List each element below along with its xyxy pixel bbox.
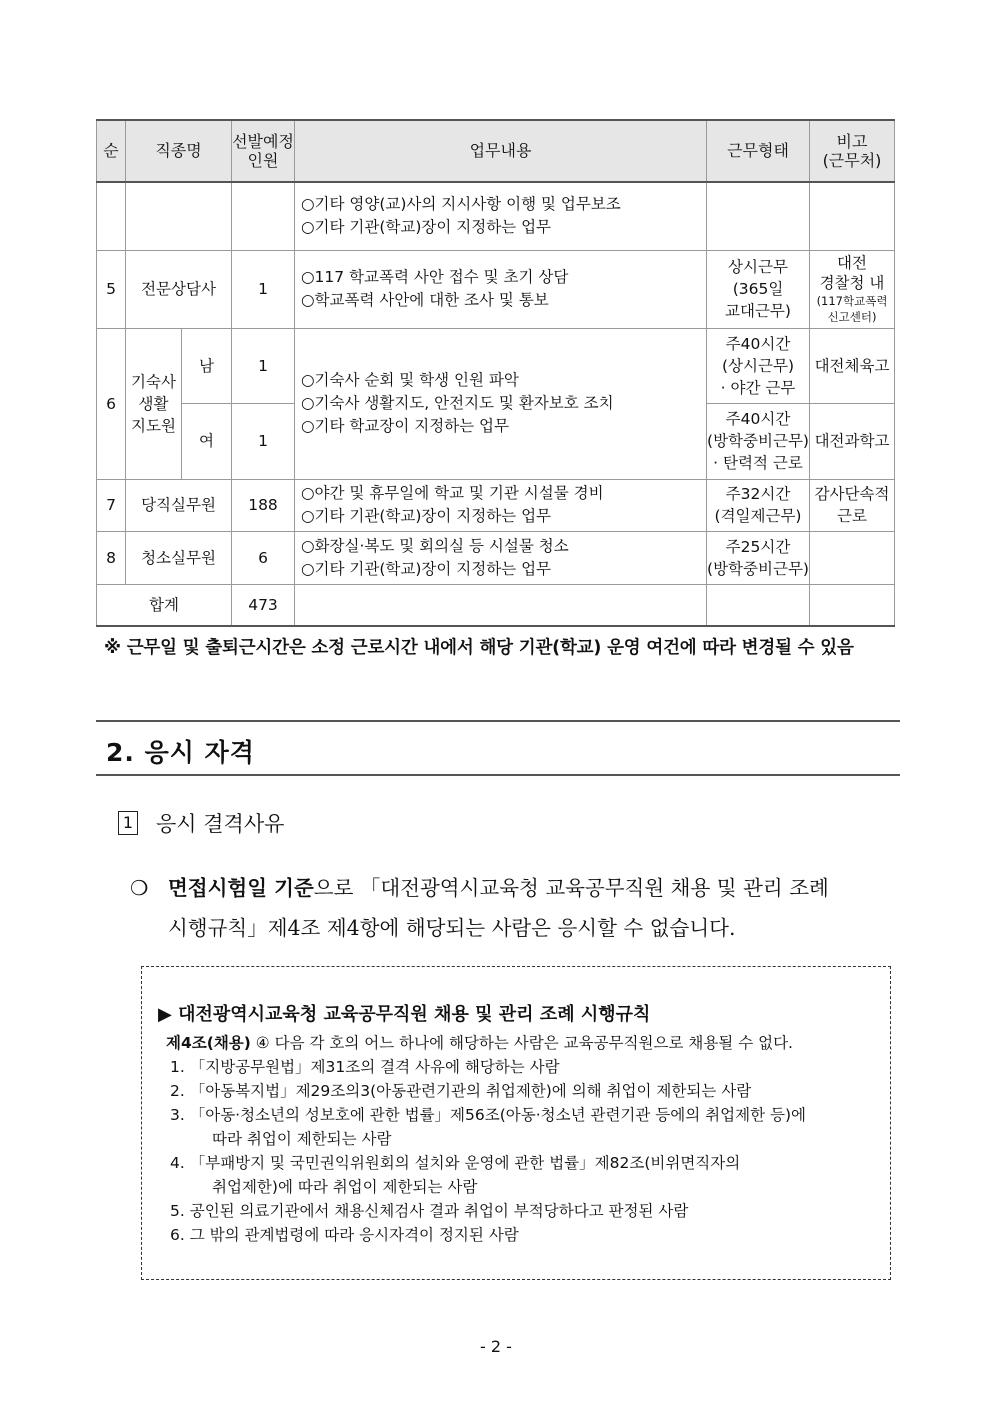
work-cell: 주40시간 (방학중비근무) · 탄력적 근로 <box>707 403 810 479</box>
table-row: 7 당직실무원 188 ○야간 및 휴무일에 학교 및 기관 시설물 경비 ○기타 기관(학교)장이 지정하는 업무 주32시간 (격일제근무) 감사단속적 근로 <box>97 479 895 531</box>
header-job: 직종명 <box>126 120 232 182</box>
duty-cell: ○야간 및 휴무일에 학교 및 기관 시설물 경비 ○기타 기관(학교)장이 지정하는 업무 <box>295 479 707 531</box>
regulation-body: 제4조(채용) ④ 다음 각 호의 어느 하나에 해당하는 사람은 교육공무직원으로 채용될 수 없다. 1. 「지방공무원법」제31조의 결격 사유에 해당하는 사람 2. 「아동복지법」제29조의3(아동관련기관의 취업제한)에 의해 취업이 제한되는 사람 3. 「아동·청소년의 성보호에 관한 법률」제56조(아동·청소년 관련기관 등에의 취업제한 등)에 따라 취업이 제한되는 사람 4. 「부패방지 및 국민권익위원회의 설치와 운영에 관한 법률」제82조(비위면직자의 취업제한)에 따라 취업이 제한되는 사람 5. 공인된 의료기관에서 채용신체검사 결과 취업이 부적당하다고 판정된 사람 6. 그 밖의 관계법령에 따라 응시자격이 정지된 사람 <box>166 1034 806 1244</box>
header-no: 순 <box>97 120 126 182</box>
work-cell: 주32시간 (격일제근무) <box>707 479 810 531</box>
job-table <box>96 119 895 627</box>
header-work: 근무형태 <box>707 120 810 182</box>
section-title: 2. 응시 자격 <box>106 738 255 767</box>
duty-cell: ○기타 영양(교)사의 지시사항 이행 및 업무보조 ○기타 기관(학교)장이 지정하는 업무 <box>295 182 707 250</box>
note-cell: 감사단속적 근로 <box>810 479 895 531</box>
regulation-title: ▶ 대전광역시교육청 교육공무직원 채용 및 관리 조례 시행규칙 <box>158 1004 651 1025</box>
subsection-title: 응시 결격사유 <box>156 812 285 836</box>
subsection-heading <box>118 808 284 838</box>
duty-cell: ○117 학교폭력 사안 접수 및 초기 상담 ○학교폭력 사안에 대한 조사 및 통보 <box>295 250 707 328</box>
table-row: 5 전문상담사 1 ○117 학교폭력 사안 접수 및 초기 상담 ○학교폭력 사안에 대한 조사 및 통보 상시근무 (365일 교대근무) 대전 경찰청 내 (117학교폭력 신고센터) <box>97 250 895 328</box>
total-row: 합계 473 <box>97 584 895 626</box>
duty-cell: ○화장실·복도 및 회의실 등 시설물 청소 ○기타 기관(학교)장이 지정하는 업무 <box>295 531 707 584</box>
header-count: 선발예정 인원 <box>232 120 295 182</box>
section-top-rule <box>96 720 900 722</box>
page-number: - 2 - <box>480 1337 512 1356</box>
work-cell: 주40시간 (상시근무) · 야간 근무 <box>707 328 810 403</box>
duty-cell: ○기숙사 순회 및 학생 인원 파악 ○기숙사 생활지도, 안전지도 및 환자보호 조치 ○기타 학교장이 지정하는 업무 <box>295 328 707 479</box>
section-bottom-rule <box>96 774 900 776</box>
work-cell: 주25시간 (방학중비근무) <box>707 531 810 584</box>
job-cell: 기숙사 생활 지도원 <box>126 328 182 479</box>
table-row: 6 기숙사 생활 지도원 남 1 ○기숙사 순회 및 학생 인원 파악 ○기숙사 생활지도, 안전지도 및 환자보호 조치 ○기타 학교장이 지정하는 업무 주40시간 (상시근무) · 야간 근무 대전체육고 <box>97 328 895 403</box>
table-row: 여 1 주40시간 (방학중비근무) · 탄력적 근로 대전과학고 <box>97 403 895 479</box>
table-row: 8 청소실무원 6 ○화장실·복도 및 회의실 등 시설물 청소 ○기타 기관(학교)장이 지정하는 업무 주25시간 (방학중비근무) <box>97 531 895 584</box>
header-duty: 업무내용 <box>295 120 707 182</box>
work-cell: 상시근무 (365일 교대근무) <box>707 250 810 328</box>
subsection-number: 1 <box>118 811 138 835</box>
note-cell: 대전 경찰청 내 (117학교폭력 신고센터) <box>810 250 895 328</box>
table-row <box>97 182 895 250</box>
eligibility-paragraph: ❍ 면접시험일 기준으로 「대전광역시교육청 교육공무직원 채용 및 관리 조례 시행규칙」제4조 제4항에 해당되는 사람은 응시할 수 없습니다. <box>130 868 900 948</box>
table-footnote: ※ 근무일 및 출퇴근시간은 소정 근로시간 내에서 해당 기관(학교) 운영 여건에 따라 변경될 수 있음 <box>104 638 854 658</box>
circle-bullet-icon: ❍ <box>130 876 149 900</box>
header-note: 비고 (근무처) <box>810 120 895 182</box>
regulation-box <box>141 966 891 1280</box>
